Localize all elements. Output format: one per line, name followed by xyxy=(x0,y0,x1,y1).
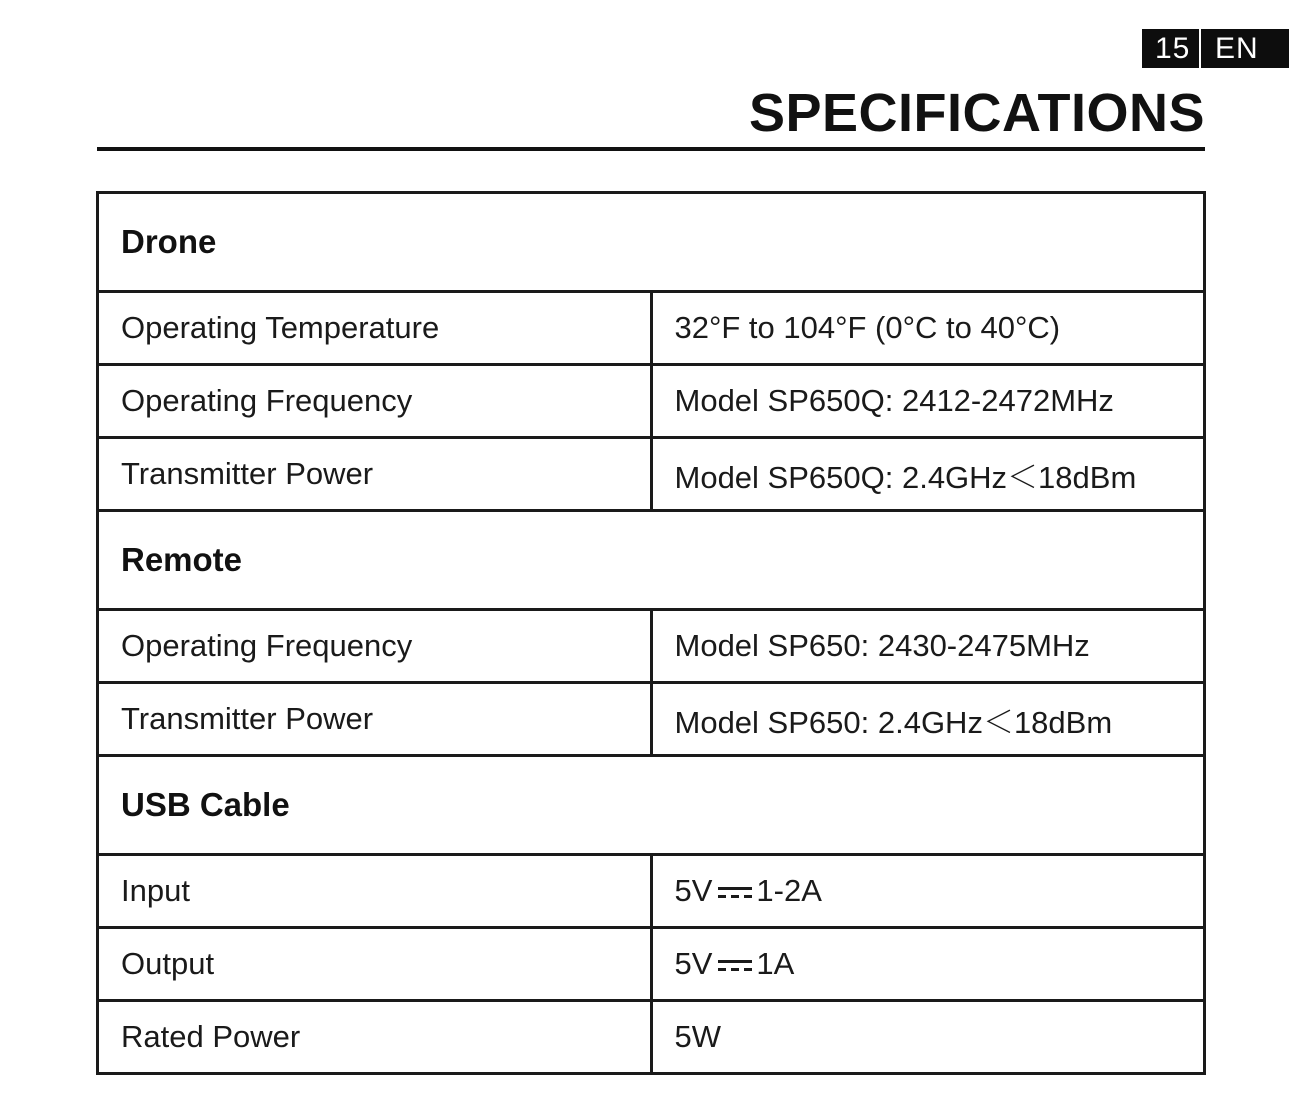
table-row xyxy=(98,610,1205,683)
spec-value: 32°F to 104°F (0°C to 40°C) xyxy=(651,292,1205,365)
spec-value xyxy=(651,928,1205,1001)
section-header-drone xyxy=(98,193,1205,292)
spec-label: Transmitter Power xyxy=(98,438,652,511)
page-number: 15 xyxy=(1155,32,1191,65)
spec-value: 5W xyxy=(651,1001,1205,1074)
table-row xyxy=(98,438,1205,511)
table-row xyxy=(98,292,1205,365)
spec-label: Transmitter Power xyxy=(98,683,652,756)
current-value: 1-2A xyxy=(756,873,822,908)
table-row xyxy=(98,855,1205,928)
spec-label: Operating Frequency xyxy=(98,365,652,438)
spec-value: Model SP650: 2.4GHz＜18dBm xyxy=(651,683,1205,756)
spec-label: Output xyxy=(98,928,652,1001)
section-heading: Remote xyxy=(98,511,1205,610)
direct-current-icon xyxy=(718,959,752,973)
table-row xyxy=(98,1001,1205,1074)
page-badge xyxy=(1142,29,1289,68)
table-row xyxy=(98,928,1205,1001)
section-header-usb-cable xyxy=(98,756,1205,855)
language-label: EN xyxy=(1215,32,1259,65)
title-underline xyxy=(97,147,1205,151)
voltage-value: 5V xyxy=(674,873,713,908)
direct-current-icon xyxy=(718,886,752,900)
section-header-remote xyxy=(98,511,1205,610)
spec-label: Input xyxy=(98,855,652,928)
spec-label: Rated Power xyxy=(98,1001,652,1074)
spec-value: Model SP650: 2430-2475MHz xyxy=(651,610,1205,683)
specifications-table xyxy=(96,191,1206,1075)
table-row xyxy=(98,683,1205,756)
voltage-value: 5V xyxy=(674,946,713,981)
table-row xyxy=(98,365,1205,438)
current-value: 1A xyxy=(756,946,795,981)
section-heading: Drone xyxy=(98,193,1205,292)
page-title: SPECIFICATIONS xyxy=(748,83,1205,143)
spec-label: Operating Temperature xyxy=(98,292,652,365)
spec-value: Model SP650Q: 2.4GHz＜18dBm xyxy=(651,438,1205,511)
spec-label: Operating Frequency xyxy=(98,610,652,683)
section-heading: USB Cable xyxy=(98,756,1205,855)
spec-value xyxy=(651,855,1205,928)
spec-value: Model SP650Q: 2412-2472MHz xyxy=(651,365,1205,438)
